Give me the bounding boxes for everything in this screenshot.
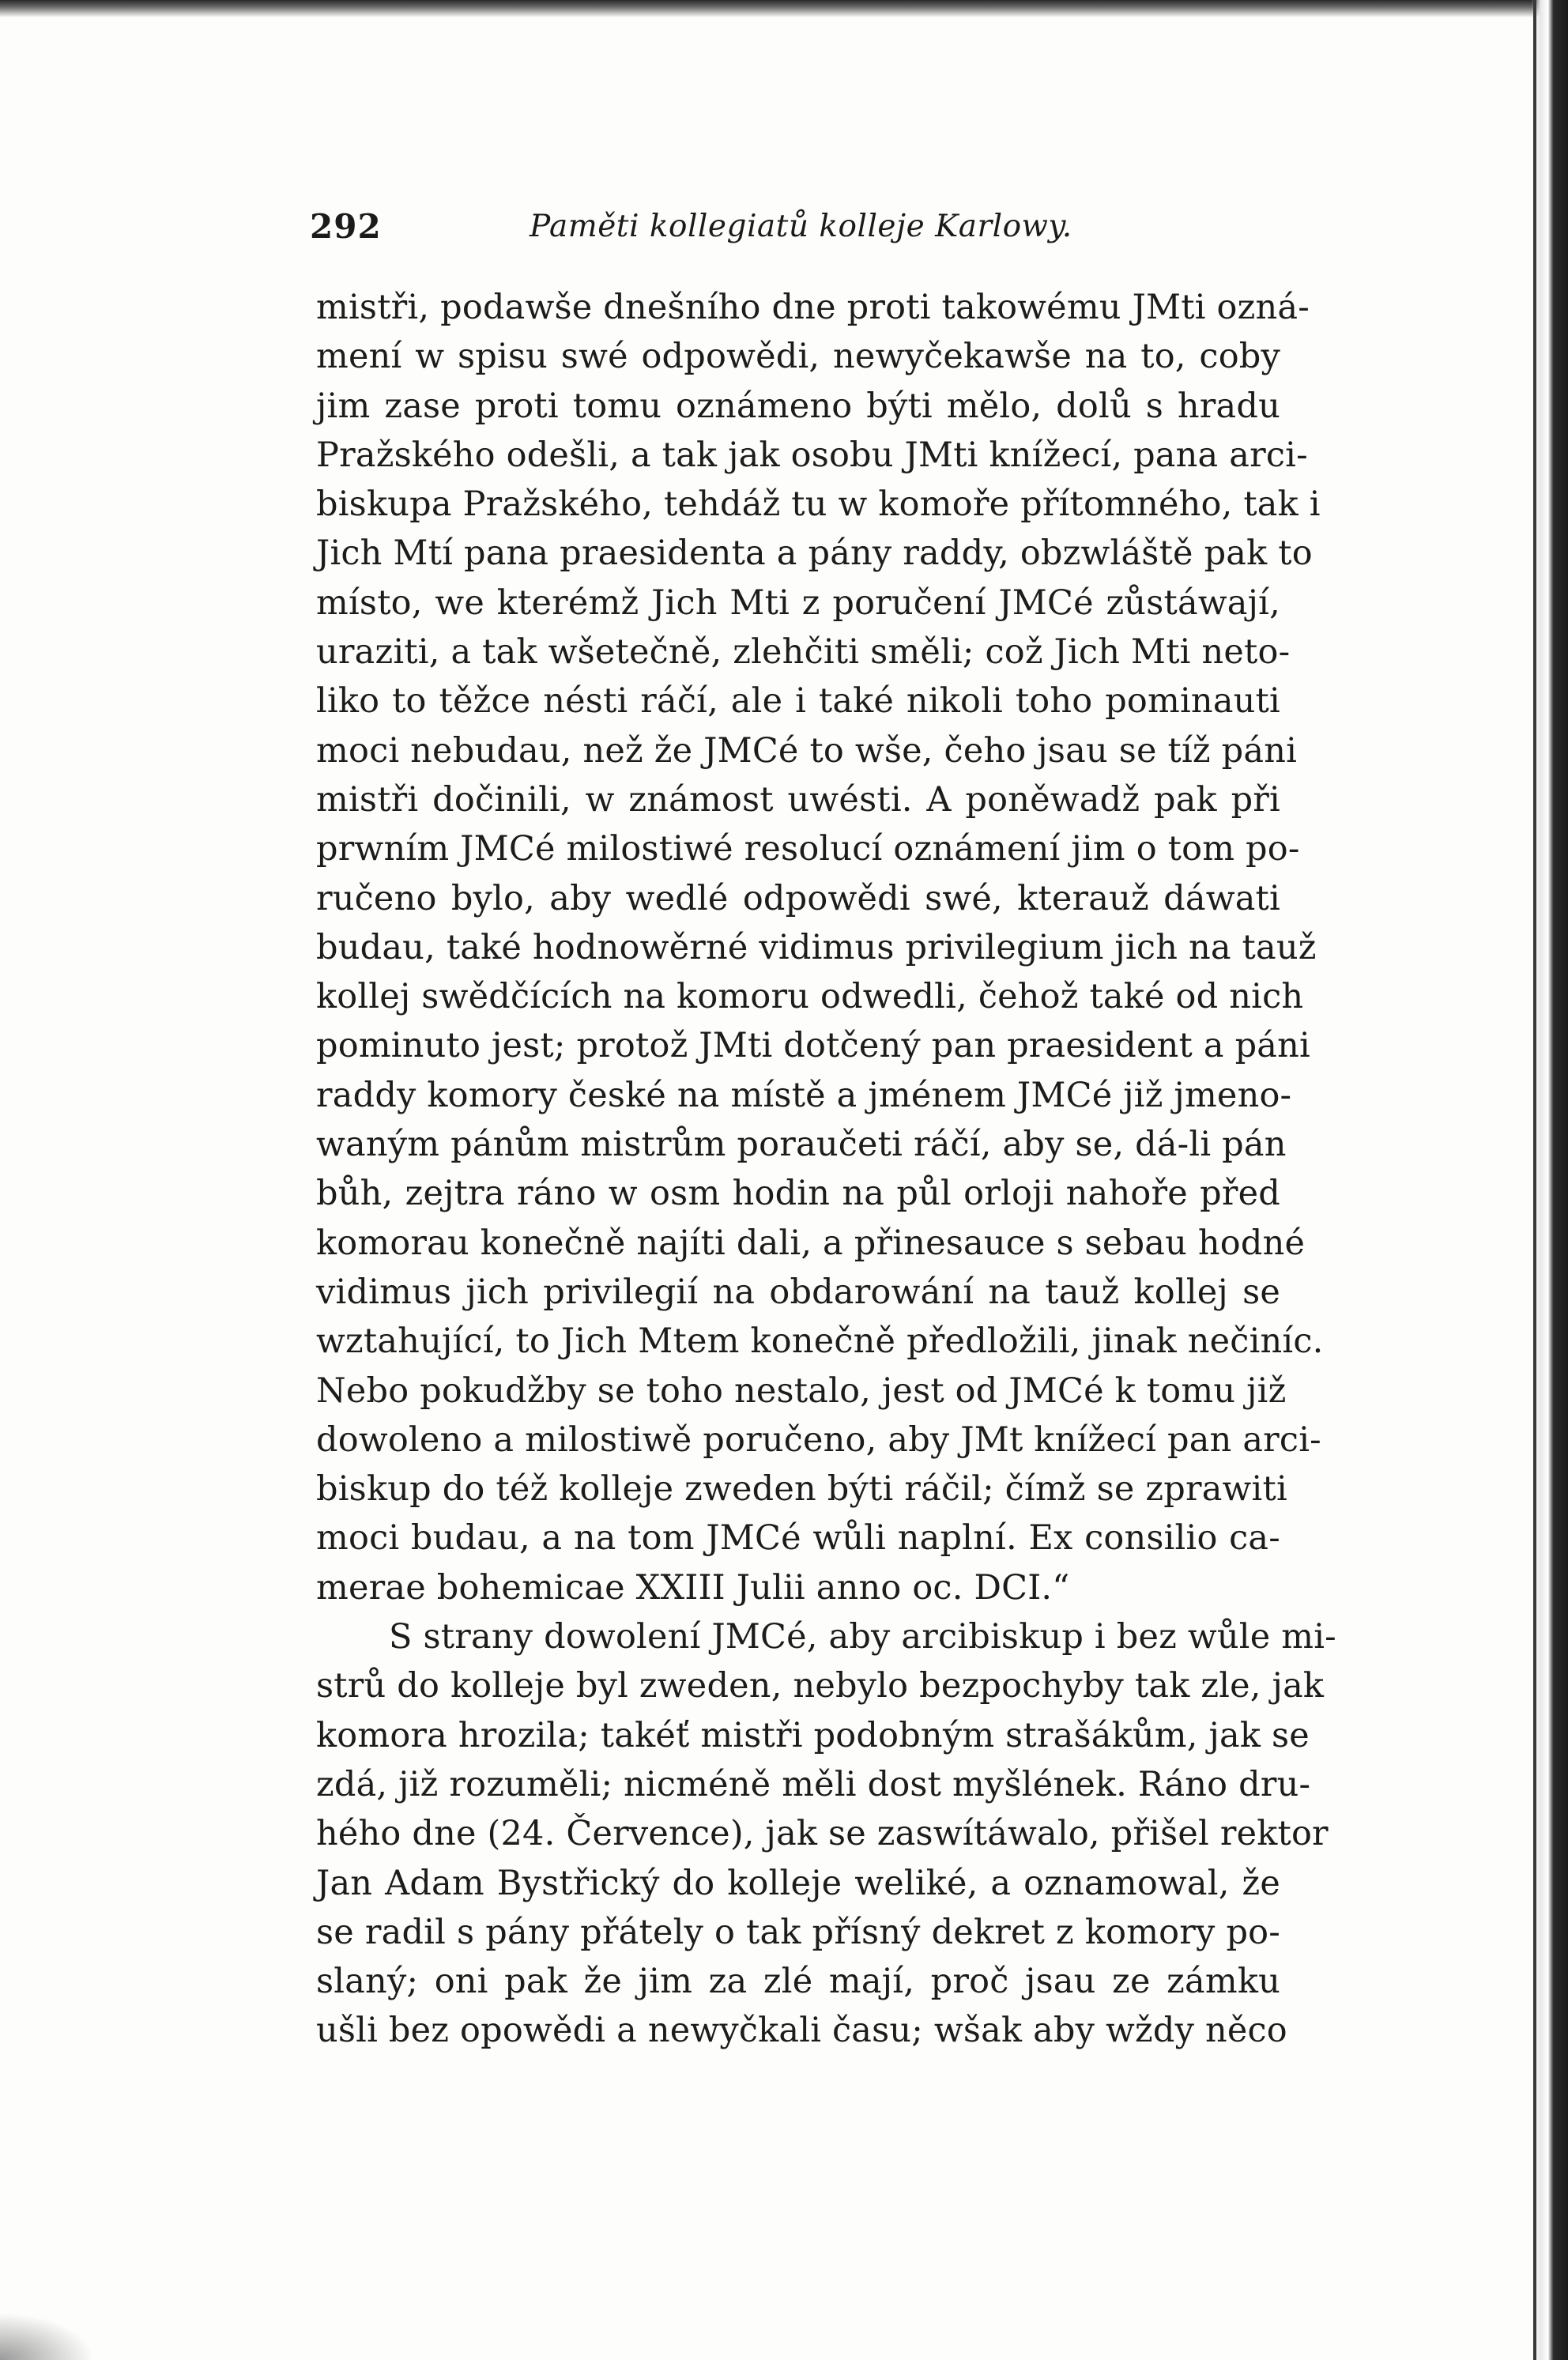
text-line: kollej swědčících na komoru odwedli, čehož také od nich bbox=[316, 977, 1304, 1017]
scan-edge-right bbox=[1532, 0, 1568, 2360]
text-line: mistři, podawše dnešního dne proti takowému JMti ozná- bbox=[316, 288, 1310, 327]
text-line: pominuto jest; protož JMti dotčený pan praesident a páni bbox=[316, 1026, 1310, 1066]
scan-edge-right-line bbox=[1533, 0, 1536, 2360]
text-line: prwním JMCé milostiwé resolucí oznámení jim o tom po- bbox=[316, 829, 1300, 869]
text-line: se radil s pány přátely o tak přísný dekret z komory po- bbox=[316, 1912, 1280, 1952]
paragraph bbox=[316, 283, 1324, 1612]
text-line: biskupa Pražského, tehdáž tu w komoře přítomného, tak i bbox=[316, 484, 1321, 525]
text-line: ušli bez opowědi a newyčkali času; wšak aby wždy něco bbox=[316, 2011, 1287, 2051]
running-title: Paměti kollegiatů kolleje Karlowy. bbox=[530, 209, 1072, 244]
page-header bbox=[310, 207, 1282, 254]
text-line: jim zase proti tomu oznámeno býti mělo, dolů s hradu bbox=[316, 386, 1280, 426]
text-line: liko to těžce nésti ráčí, ale i také nikoli toho pominauti bbox=[316, 681, 1280, 722]
text-line: strů do kolleje byl zweden, nebylo bezpochyby tak zle, jak bbox=[316, 1666, 1325, 1706]
text-line: Jan Adam Bystřický do kolleje weliké, a oznamowal, že bbox=[316, 1863, 1280, 1903]
text-line: moci nebudau, než že JMCé to wše, čeho jsau se tíž páni bbox=[316, 730, 1298, 771]
body-text bbox=[316, 283, 1336, 2056]
text-line: uraziti, a tak wšetečně, zlehčiti směli; což Jich Mti neto- bbox=[316, 632, 1291, 673]
text-line: vidimus jich privilegií na obdarowání na tauž kollej se bbox=[316, 1272, 1280, 1312]
text-line: místo, we kterémž Jich Mti z poručení JMCé zůstáwají, bbox=[316, 582, 1280, 623]
text-line: merae bohemicae XXIII Julii anno oc. DCI.“ bbox=[316, 1567, 1070, 1608]
text-line: komora hrozila; takéť mistři podobným strašákům, jak se bbox=[316, 1715, 1310, 1755]
text-line: dowoleno a milostiwě poručeno, aby JMt knížecí pan arci- bbox=[316, 1419, 1321, 1460]
text-line: wztahující, to Jich Mtem konečně předložili, jinak nečiníc. bbox=[316, 1321, 1324, 1362]
text-line: hého dne (24. Července), jak se zaswítáwalo, přišel rektor bbox=[316, 1814, 1329, 1854]
text-line: mení w spisu swé odpowědi, newyčekawše na to, coby bbox=[316, 337, 1280, 377]
text-line: ručeno bylo, aby wedlé odpowědi swé, kterauž dáwati bbox=[316, 878, 1280, 918]
paragraph bbox=[316, 1612, 1336, 2056]
text-line: moci budau, a na tom JMCé wůli naplní. Ex consilio ca- bbox=[316, 1518, 1280, 1559]
text-line: komorau konečně najíti dali, a přinesauce s sebau hodné bbox=[316, 1223, 1306, 1263]
text-line: Jich Mtí pana praesidenta a pány raddy, obzwláště pak to bbox=[316, 533, 1313, 574]
text-line: Nebo pokudžby se toho nestalo, jest od JMCé k tomu již bbox=[316, 1370, 1287, 1411]
text-line: slaný; oni pak že jim za zlé mají, proč jsau ze zámku bbox=[316, 1962, 1280, 2002]
text-line: Pražského odešli, a tak jak osobu JMti knížecí, pana arci- bbox=[316, 435, 1308, 475]
text-line: waným pánům mistrům poraučeti ráčí, aby se, dá-li pán bbox=[316, 1125, 1287, 1165]
text-line: biskup do též kolleje zweden býti ráčil; čímž se zprawiti bbox=[316, 1469, 1287, 1510]
text-line: zdá, již rozuměli; nicméně měli dost myšlének. Ráno dru- bbox=[316, 1764, 1311, 1804]
text-line: raddy komory české na místě a jménem JMCé již jmeno- bbox=[316, 1075, 1292, 1115]
scan-shadow-bottom-left bbox=[0, 2313, 95, 2360]
text-line: bůh, zejtra ráno w osm hodin na půl orloji nahoře před bbox=[316, 1174, 1280, 1214]
text-line: S strany dowolení JMCé, aby arcibiskup i bez wůle mi- bbox=[389, 1617, 1336, 1657]
text-line: budau, také hodnowěrné vidimus privilegium jich na tauž bbox=[316, 927, 1317, 967]
page-number: 292 bbox=[310, 207, 382, 246]
text-line: mistři dočinili, w známost uwésti. A poněwadž pak při bbox=[316, 779, 1280, 820]
scan-edge-top bbox=[0, 0, 1568, 17]
